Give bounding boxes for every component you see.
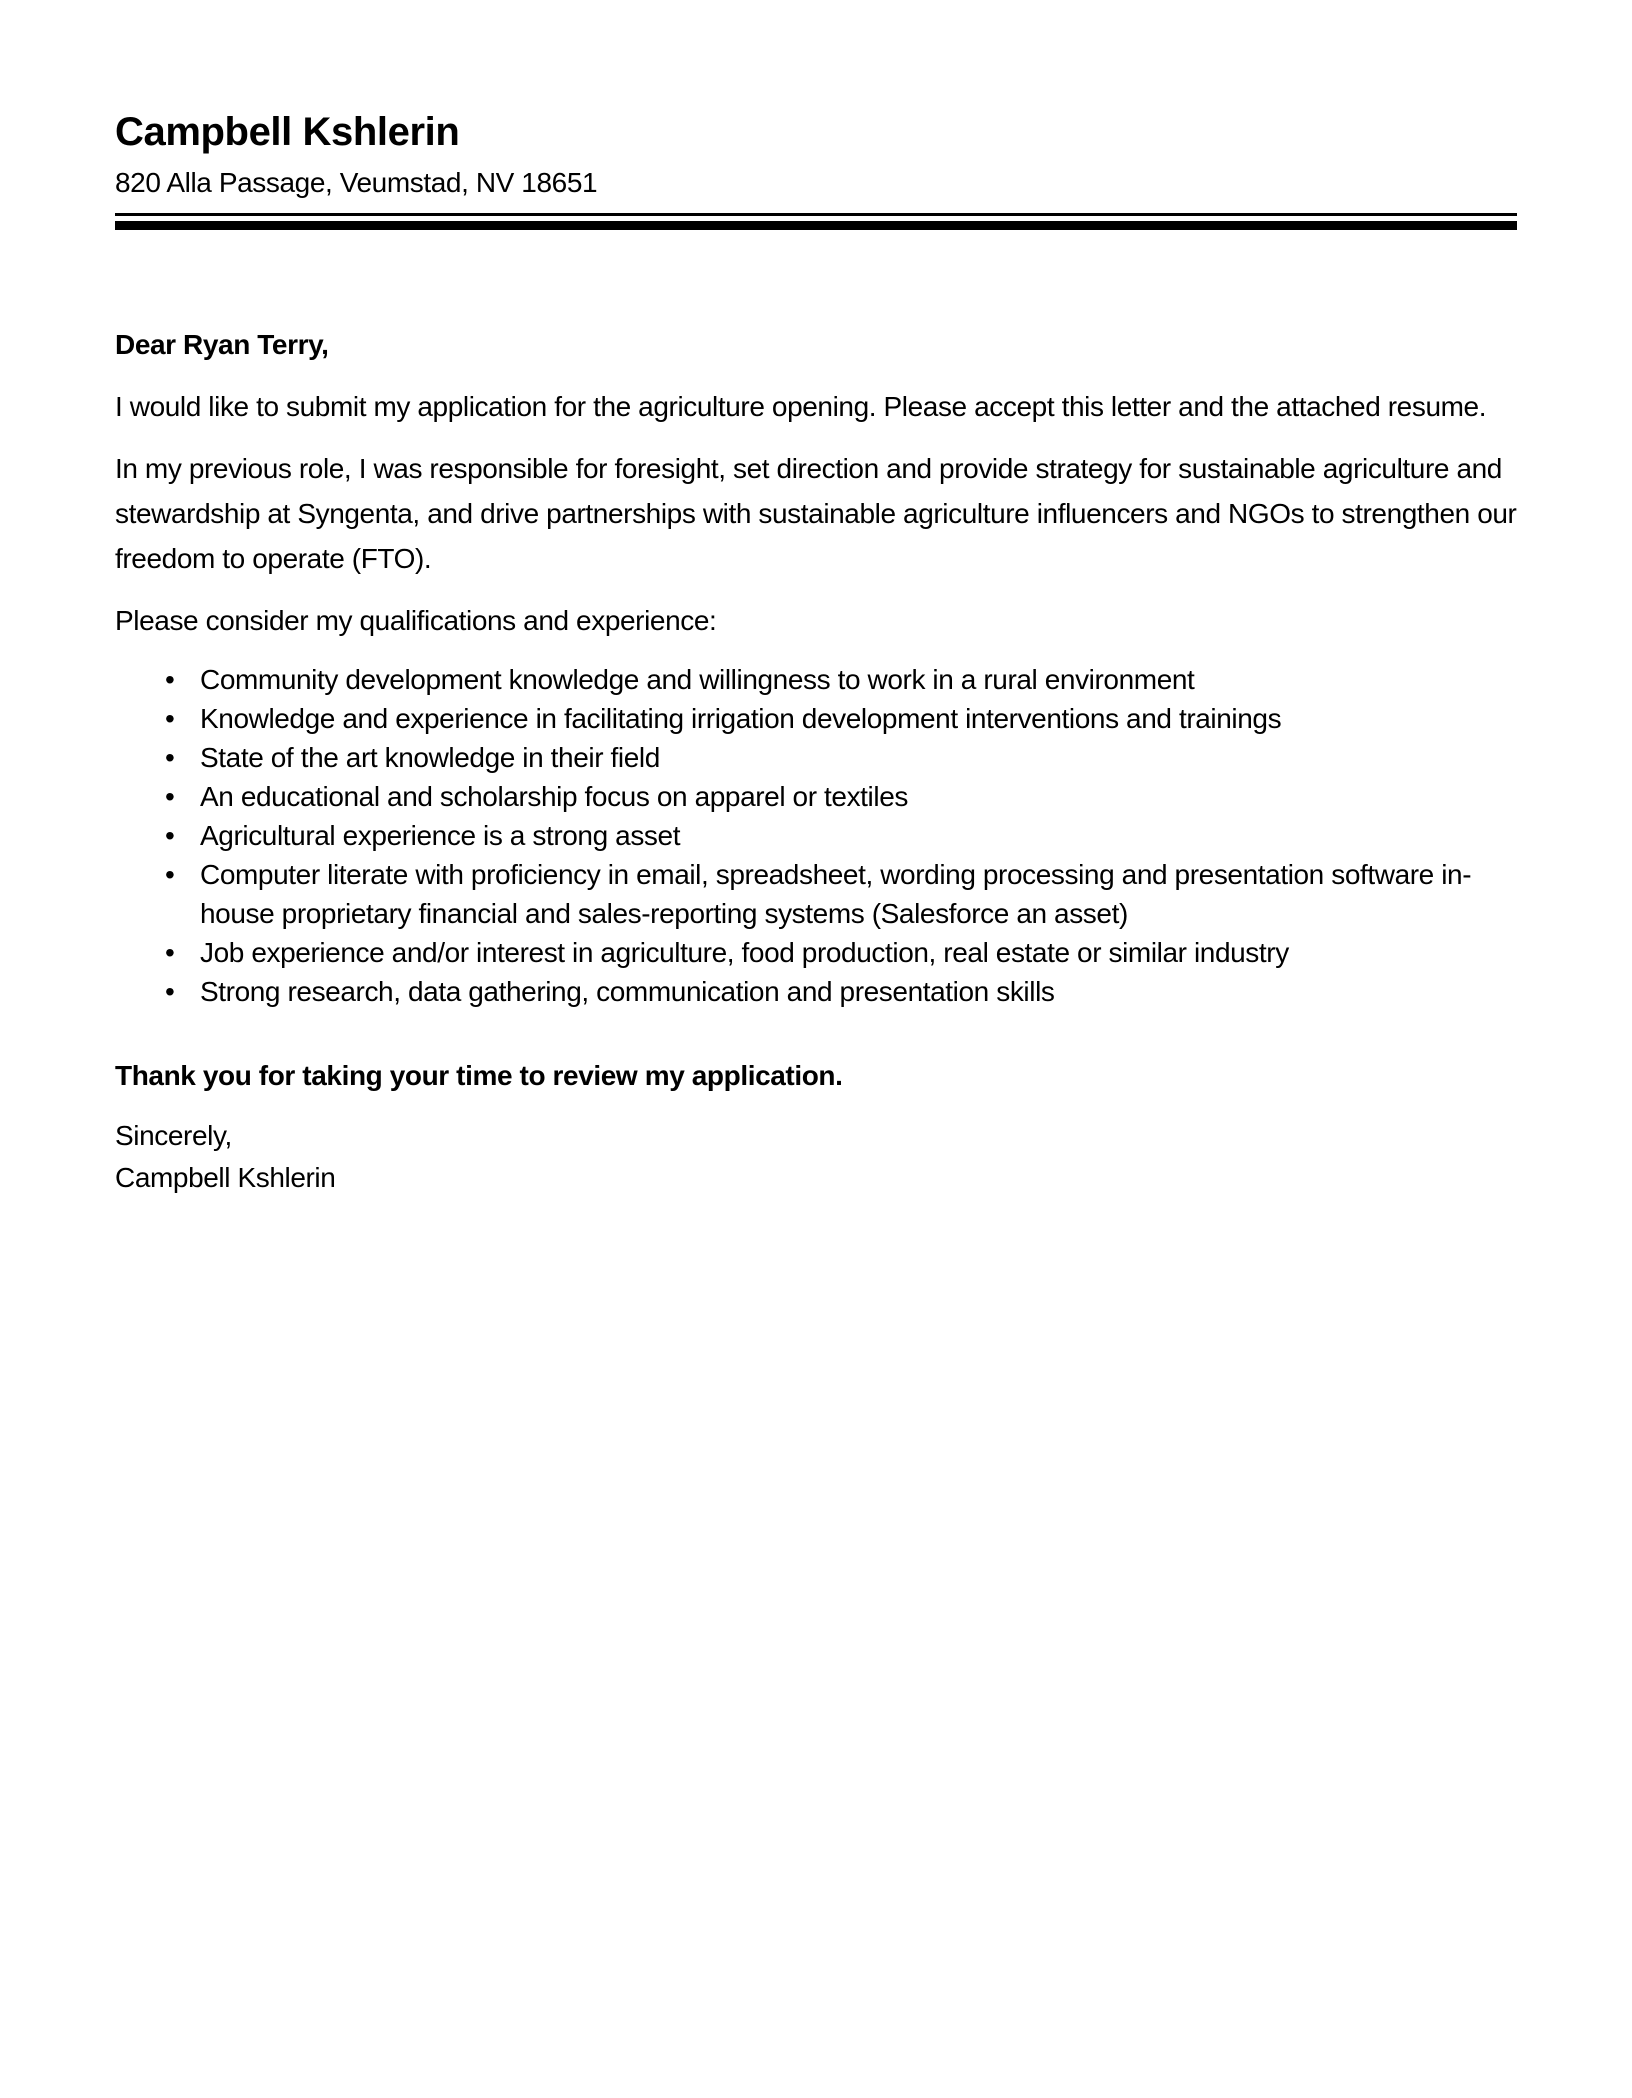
greeting: Dear Ryan Terry,	[115, 329, 329, 360]
qualification-item: • Strong research, data gathering, communication and presentation skills	[163, 972, 1517, 1011]
qualification-item: • Community development knowledge and willingness to work in a rural environment	[163, 660, 1517, 699]
qualifications-lead: Please consider my qualifications and experience:	[115, 605, 717, 636]
experience-paragraph: In my previous role, I was responsible for foresight, set direction and provide strategy for sustainable agriculture and stewardship at Syngenta, and drive partnerships with sustainable agriculture influencers and NGOs to strengthen our freedom to operate (FTO).	[115, 453, 1517, 574]
signoff: Sincerely,	[115, 1120, 232, 1151]
qualification-item: • An educational and scholarship focus on apparel or textiles	[163, 777, 1517, 816]
signoff-block	[115, 1115, 1517, 1199]
intro-paragraph: I would like to submit my application for the agriculture opening. Please accept this letter and the attached resume.	[115, 391, 1487, 422]
letter-body	[115, 322, 1517, 1199]
closing-thanks: Thank you for taking your time to review my application.	[115, 1060, 843, 1091]
sender-address: 820 Alla Passage, Veumstad, NV 18651	[115, 167, 598, 198]
letter-header	[115, 108, 1517, 230]
qualification-item: • Job experience and/or interest in agriculture, food production, real estate or similar industry	[163, 933, 1517, 972]
qualifications-list	[115, 660, 1517, 1011]
signature-name: Campbell Kshlerin	[115, 1162, 336, 1193]
qualification-item: • Knowledge and experience in facilitating irrigation development interventions and trainings	[163, 699, 1517, 738]
qualification-item: • Agricultural experience is a strong asset	[163, 816, 1517, 855]
qualification-item: • Computer literate with proficiency in email, spreadsheet, wording processing and presentation software in-house proprietary financial and sales-reporting systems (Salesforce an asset)	[163, 855, 1517, 933]
qualification-item: • State of the art knowledge in their field	[163, 738, 1517, 777]
sender-name: Campbell Kshlerin	[115, 110, 460, 154]
header-divider	[115, 213, 1517, 230]
